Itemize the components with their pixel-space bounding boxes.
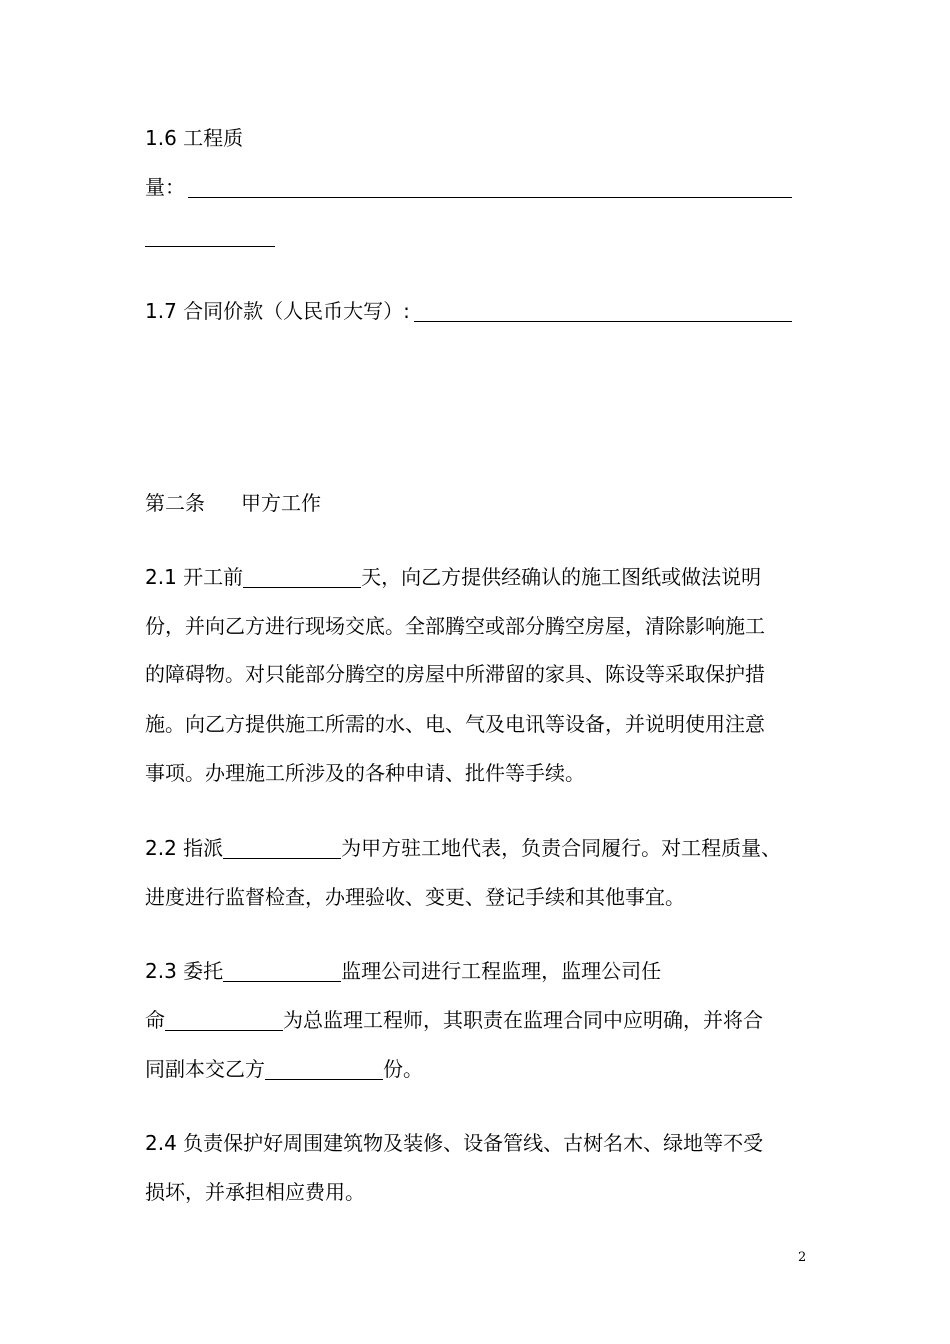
clause-2-3-line-2: 命 为总监理工程师，其职责在监理合同中应明确，并将合 — [145, 1008, 763, 1032]
clause-2-4-line-1: 2.4 负责保护好周围建筑物及装修、设备管线、古树名木、绿地等不受 — [145, 1131, 764, 1155]
copies-blank[interactable] — [265, 1059, 383, 1080]
supervision-company-blank[interactable] — [223, 961, 341, 982]
clause-1-6-extra-line — [145, 222, 275, 250]
quality-blank-line-2[interactable] — [145, 226, 275, 247]
contract-price-blank[interactable] — [414, 301, 792, 322]
clause-1-7: 1.7 合同价款（人民币大写）: — [145, 297, 792, 325]
clause-1-6-continuation: 量： — [145, 173, 792, 201]
clause-2-2-line-2: 进度进行监督检查，办理验收、变更、登记手续和其他事宜。 — [145, 885, 685, 909]
clause-2-1-line-1: 2.1 开工前 天，向乙方提供经确认的施工图纸或做法说明 — [145, 565, 762, 589]
clause-2-1-line-5: 事项。办理施工所涉及的各种申请、批件等手续。 — [145, 761, 585, 785]
quality-blank-line[interactable] — [188, 177, 792, 198]
clause-2-3-line-1: 2.3 委托 监理公司进行工程监理，监理公司任 — [145, 959, 662, 983]
chief-engineer-blank[interactable] — [165, 1010, 283, 1031]
clause-2-1-line-2: 份，并向乙方进行现场交底。全部腾空或部分腾空房屋，清除影响施工 — [145, 614, 765, 638]
clause-2-3-line-3: 同副本交乙方 份。 — [145, 1057, 423, 1081]
article-2-heading: 第二条 甲方工作 — [145, 491, 321, 515]
clause-2-1-line-4: 施。向乙方提供施工所需的水、电、气及电讯等设备，并说明使用注意 — [145, 712, 765, 736]
clause-1-6-label: 1.6 工程质 — [145, 126, 244, 150]
page-number: 2 — [798, 1250, 807, 1265]
clause-2-1-line-3: 的障碍物。对只能部分腾空的房屋中所滞留的家具、陈设等采取保护措 — [145, 662, 765, 686]
representative-blank[interactable] — [223, 838, 341, 859]
clause-2-4-line-2: 损坏，并承担相应费用。 — [145, 1180, 365, 1204]
days-blank[interactable] — [243, 567, 361, 588]
clause-2-2-line-1: 2.2 指派 为甲方驻工地代表，负责合同履行。对工程质量、 — [145, 836, 782, 860]
